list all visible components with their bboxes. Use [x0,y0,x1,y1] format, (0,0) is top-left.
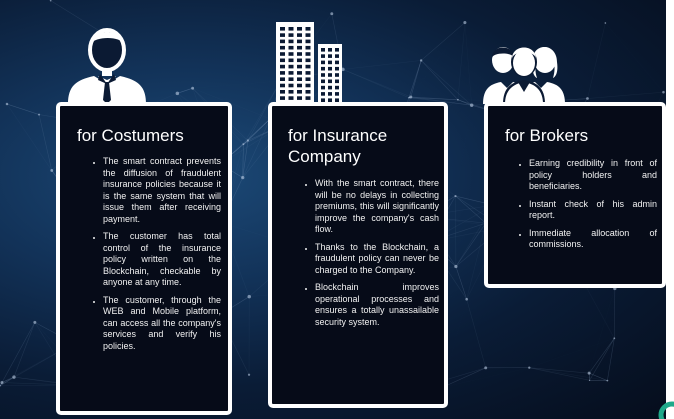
brokers-benefits-list [519,158,657,257]
list-item: • The customer has total control of the insurance policy written on the Blockchain, checkable by anyone at any time. [103,231,221,289]
list-item: • With the smart contract, there will be no delays in collecting premiums, this will significantly improve the company's cash flow. [315,178,439,236]
brokers-card [484,102,666,288]
customers-benefits-list [93,156,221,358]
brokers-title: for Brokers [505,126,589,145]
people-group-icon [483,36,565,104]
list-item: • The smart contract prevents the diffusion of fraudulent insurance policies because it is the same system that will issue them after receiving payment. [103,156,221,225]
customers-title: for Costumers [77,126,184,145]
list-item: • Thanks to the Blockchain, a fraudulent policy can never be charged to the Company. [315,242,439,277]
office-building-icon [272,20,346,104]
insurance-company-title: for Insurance Company [288,126,388,166]
insurance-company-card [268,102,448,408]
list-item: • Blockchain improves operational processes and ensures a totally unassailable security system. [315,282,439,328]
corner-accent-icon [657,398,674,419]
list-item: • Immediate allocation of commissions. [529,228,657,251]
businessman-icon [62,20,152,104]
customers-card [56,102,232,415]
list-item: • Instant check of his admin report. [529,199,657,222]
list-item: • Earning credibility in front of policy holders and beneficiaries. [529,158,657,193]
list-item: • The customer, through the WEB and Mobile platform, can access all the company's services and verify his policies. [103,295,221,353]
insurance-company-benefits-list [305,178,439,334]
